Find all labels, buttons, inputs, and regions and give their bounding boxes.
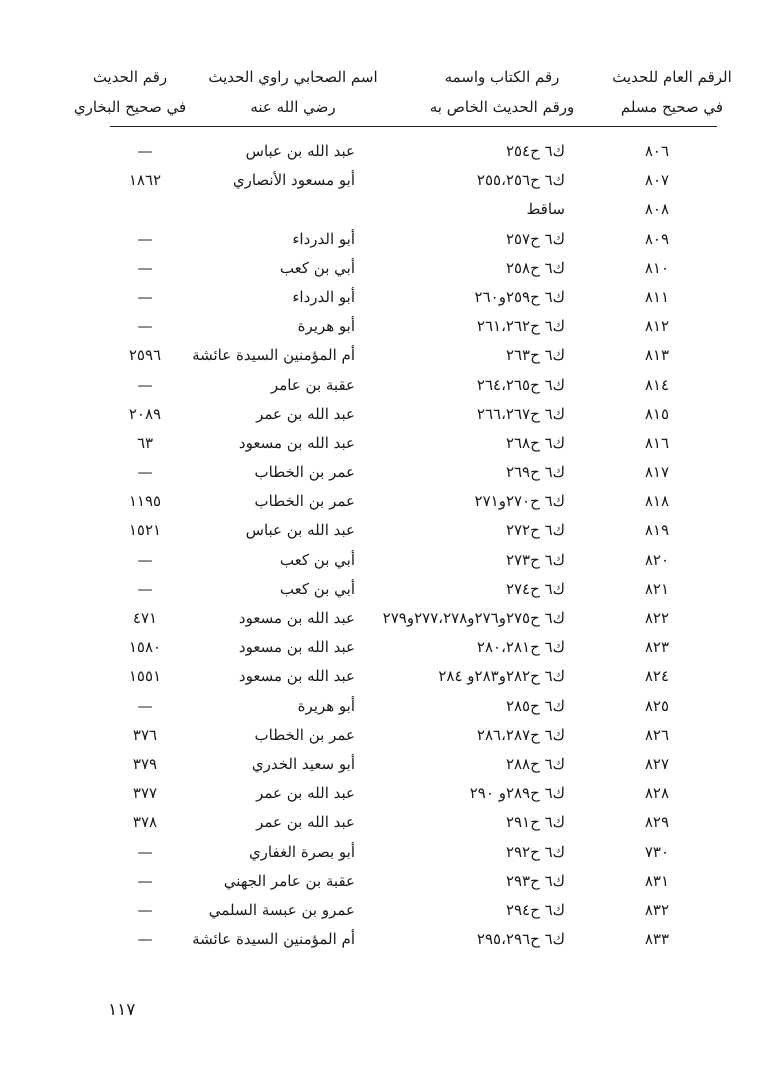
header-divider — [110, 126, 717, 127]
book-number-cell: ك٦ ح٢٩١ — [505, 813, 565, 832]
bukhari-number-cell: ١٥٨٠ — [128, 638, 162, 657]
header-book-number-line1: رقم الكتاب واسمه — [444, 68, 560, 86]
bukhari-number-cell: — — [137, 463, 153, 482]
book-number-cell: ك٦ ح٢٨٩و ٢٩٠ — [469, 784, 565, 803]
header-book-number-line2: ورقم الحديث الخاص به — [429, 98, 575, 116]
general-number-cell: ٨٢٥ — [644, 696, 669, 715]
general-number-cell: ٨١١ — [644, 287, 669, 306]
book-number-cell: ك٦ ح٢٦٤،٢٦٥ — [476, 375, 565, 394]
book-number-cell: ك٦ ح٢٨٨ — [505, 754, 565, 773]
table-row — [0, 575, 765, 604]
book-number-cell: ك٦ ح٢٩٢ — [505, 842, 565, 861]
table-row — [0, 312, 765, 341]
bukhari-number-cell: ١١٩٥ — [128, 492, 162, 511]
table-row — [0, 721, 765, 750]
bukhari-number-cell: ٤٧١ — [132, 609, 158, 627]
table-row — [0, 604, 765, 633]
general-number-cell: ٨٢٦ — [644, 725, 669, 744]
bukhari-number-cell: — — [137, 930, 153, 949]
narrator-cell: أبو هريرة — [297, 696, 355, 715]
table-row — [0, 371, 765, 400]
narrator-cell: أبو الدرداء — [292, 229, 355, 248]
bukhari-number-cell: — — [137, 550, 153, 569]
book-number-cell: ك٦ ح٢٩٣ — [505, 871, 565, 890]
book-number-cell: ك٦ ح٢٥٧ — [505, 229, 565, 248]
book-number-cell: ك٦ ح٢٨٠،٢٨١ — [476, 638, 565, 657]
table-row — [0, 808, 765, 837]
bukhari-number-cell: ٢٥٩٦ — [128, 346, 162, 365]
header-narrator-line2: رضي الله عنه — [250, 98, 336, 116]
header-bukhari-number — [55, 62, 205, 122]
general-number-cell: ٨٣٢ — [644, 900, 669, 919]
book-number-cell: ك٦ ح٢٩٤ — [505, 900, 565, 919]
bukhari-number-cell: ٦٣ — [136, 433, 154, 452]
book-number-cell: ك٦ ح٢٧٠و٢٧١ — [474, 492, 565, 511]
book-number-cell: ك٦ ح٢٦٦،٢٦٧ — [476, 404, 565, 423]
narrator-cell: أم المؤمنين السيدة عائشة — [192, 346, 355, 365]
general-number-cell: ٨١٩ — [644, 521, 669, 540]
bukhari-number-cell: ١٥٥١ — [128, 667, 162, 686]
narrator-cell: أبو الدرداء — [292, 287, 355, 306]
general-number-cell: ٨٠٨ — [644, 200, 669, 219]
bukhari-number-cell: — — [137, 579, 153, 598]
bukhari-number-cell: — — [137, 696, 153, 715]
table-row — [0, 838, 765, 867]
book-number-cell: ك٦ ح٢٦١،٢٦٢ — [476, 317, 565, 336]
table-row — [0, 283, 765, 312]
book-number-cell: ك٦ ح٢٧٢ — [505, 521, 565, 540]
book-number-cell: ك٦ ح٢٥٩و٢٦٠ — [474, 287, 565, 306]
table-row — [0, 400, 765, 429]
general-number-cell: ٨١٥ — [644, 404, 669, 423]
narrator-cell: أبو مسعود الأنصاري — [232, 171, 355, 190]
narrator-cell: عبد الله بن عباس — [245, 142, 355, 160]
table-row — [0, 458, 765, 487]
bukhari-number-cell: ١٥٢١ — [128, 521, 162, 540]
bukhari-number-cell: ٣٧٨ — [132, 813, 158, 832]
narrator-cell: أبي بن كعب — [279, 258, 355, 277]
general-number-cell: ٨٣١ — [644, 871, 669, 890]
header-narrator-line1: اسم الصحابي راوي الحديث — [208, 68, 378, 86]
narrator-cell: عبد الله بن مسعود — [238, 638, 355, 657]
narrator-cell: أم المؤمنين السيدة عائشة — [192, 930, 355, 949]
table-row — [0, 662, 765, 691]
bukhari-number-cell: — — [137, 258, 153, 277]
book-number-cell: ك٦ ح٢٧٥و٢٧٦و٢٧٧،٢٧٨و٢٧٩ — [382, 609, 565, 627]
general-number-cell: ٨١٨ — [644, 492, 669, 511]
table-row — [0, 166, 765, 195]
book-number-cell: ك٦ ح٢٧٣ — [505, 550, 565, 569]
narrator-cell: عقبة بن عامر — [270, 375, 355, 394]
general-number-cell: ٨٢٤ — [644, 667, 669, 686]
narrator-cell: عبد الله بن عمر — [256, 784, 355, 803]
general-number-cell: ٨١٢ — [644, 317, 669, 336]
table-row — [0, 487, 765, 516]
general-number-cell: ٨١٠ — [644, 258, 669, 277]
bukhari-number-cell: ٣٧٦ — [132, 725, 158, 744]
general-number-cell: ٨٠٦ — [644, 142, 669, 160]
book-number-cell: ك٦ ح٢٦٩ — [505, 463, 565, 482]
narrator-cell: عمرو بن عبسة السلمي — [208, 900, 355, 919]
hadith-table-body — [0, 137, 765, 954]
narrator-cell: عبد الله بن عمر — [256, 813, 355, 832]
bukhari-number-cell: — — [137, 317, 153, 336]
narrator-cell: عمر بن الخطاب — [254, 725, 355, 744]
narrator-cell: عبد الله بن عمر — [256, 404, 355, 423]
header-general-number-line1: الرقم العام للحديث — [612, 68, 732, 86]
narrator-cell: عبد الله بن مسعود — [238, 433, 355, 452]
narrator-cell: أبي بن كعب — [279, 579, 355, 598]
header-bukhari-number-line1: رقم الحديث — [92, 68, 168, 86]
general-number-cell: ٨٠٧ — [644, 171, 669, 190]
table-row — [0, 429, 765, 458]
table-row — [0, 867, 765, 896]
general-number-cell: ٨٢٣ — [644, 638, 669, 657]
general-number-cell: ٨١٤ — [644, 375, 669, 394]
book-number-cell: ك٦ ح٢٥٥،٢٥٦ — [476, 171, 565, 190]
book-number-cell: ك٦ ح٢٨٢و٢٨٣و ٢٨٤ — [438, 667, 565, 686]
narrator-cell: أبو هريرة — [297, 317, 355, 336]
table-row — [0, 225, 765, 254]
book-number-cell: ك٦ ح٢٩٥،٢٩٦ — [476, 930, 565, 949]
header-general-number — [597, 62, 747, 122]
bukhari-number-cell: — — [137, 229, 153, 248]
table-row — [0, 925, 765, 954]
header-bukhari-number-line2: في صحيح البخاري — [73, 98, 187, 116]
table-row — [0, 546, 765, 575]
table-row — [0, 896, 765, 925]
general-number-cell: ٨٢٧ — [644, 754, 669, 773]
bukhari-number-cell: ٢٠٨٩ — [128, 404, 162, 423]
book-number-cell: ك٦ ح٢٦٣ — [505, 346, 565, 365]
bukhari-number-cell: ٣٧٧ — [132, 784, 158, 803]
narrator-cell: عبد الله بن مسعود — [238, 667, 355, 686]
bukhari-number-cell: — — [137, 900, 153, 919]
narrator-cell: عبد الله بن عباس — [245, 521, 355, 540]
header-narrator — [193, 62, 393, 122]
general-number-cell: ٨٢٢ — [644, 609, 669, 627]
general-number-cell: ٨٠٩ — [644, 229, 669, 248]
book-number-cell: ك٦ ح٢٧٤ — [505, 579, 565, 598]
table-row — [0, 137, 765, 166]
table-row — [0, 195, 765, 224]
narrator-cell: عقبة بن عامر الجهني — [223, 871, 355, 890]
bukhari-number-cell: — — [137, 287, 153, 306]
general-number-cell: ٨١٧ — [644, 463, 669, 482]
table-row — [0, 750, 765, 779]
general-number-cell: ٧٣٠ — [644, 842, 669, 861]
general-number-cell: ٨١٦ — [644, 433, 669, 452]
narrator-cell: عبد الله بن مسعود — [238, 609, 355, 627]
table-row — [0, 633, 765, 662]
table-row — [0, 341, 765, 370]
general-number-cell: ٨١٣ — [644, 346, 669, 365]
bukhari-number-cell: ٣٧٩ — [132, 754, 158, 773]
book-number-cell: ك٦ ح٢٨٥ — [505, 696, 565, 715]
narrator-cell: أبي بن كعب — [279, 550, 355, 569]
table-row — [0, 779, 765, 808]
narrator-cell: أبو سعيد الخدري — [251, 754, 355, 773]
book-number-cell: ك٦ ح٢٥٤ — [505, 142, 565, 160]
general-number-cell: ٨٣٣ — [644, 930, 669, 949]
book-number-cell: ساقط — [526, 200, 565, 219]
bukhari-number-cell: — — [137, 142, 153, 160]
header-general-number-line2: في صحيح مسلم — [620, 98, 724, 116]
general-number-cell: ٨٢٩ — [644, 813, 669, 832]
book-number-cell: ك٦ ح٢٦٨ — [505, 433, 565, 452]
bukhari-number-cell: — — [137, 842, 153, 861]
table-row — [0, 516, 765, 545]
book-number-cell: ك٦ ح٢٨٦،٢٨٧ — [476, 725, 565, 744]
narrator-cell: عمر بن الخطاب — [254, 463, 355, 482]
header-book-number — [417, 62, 587, 122]
bukhari-number-cell: — — [137, 375, 153, 394]
general-number-cell: ٨٢٨ — [644, 784, 669, 803]
bukhari-number-cell: ١٨٦٢ — [128, 171, 162, 190]
table-row — [0, 692, 765, 721]
narrator-cell: أبو بصرة الغفاري — [248, 842, 355, 861]
narrator-cell: عمر بن الخطاب — [254, 492, 355, 511]
general-number-cell: ٨٢١ — [644, 579, 669, 598]
page-number: ١١٧ — [108, 1000, 136, 1020]
table-row — [0, 254, 765, 283]
book-number-cell: ك٦ ح٢٥٨ — [505, 258, 565, 277]
bukhari-number-cell: — — [137, 871, 153, 890]
general-number-cell: ٨٢٠ — [644, 550, 669, 569]
